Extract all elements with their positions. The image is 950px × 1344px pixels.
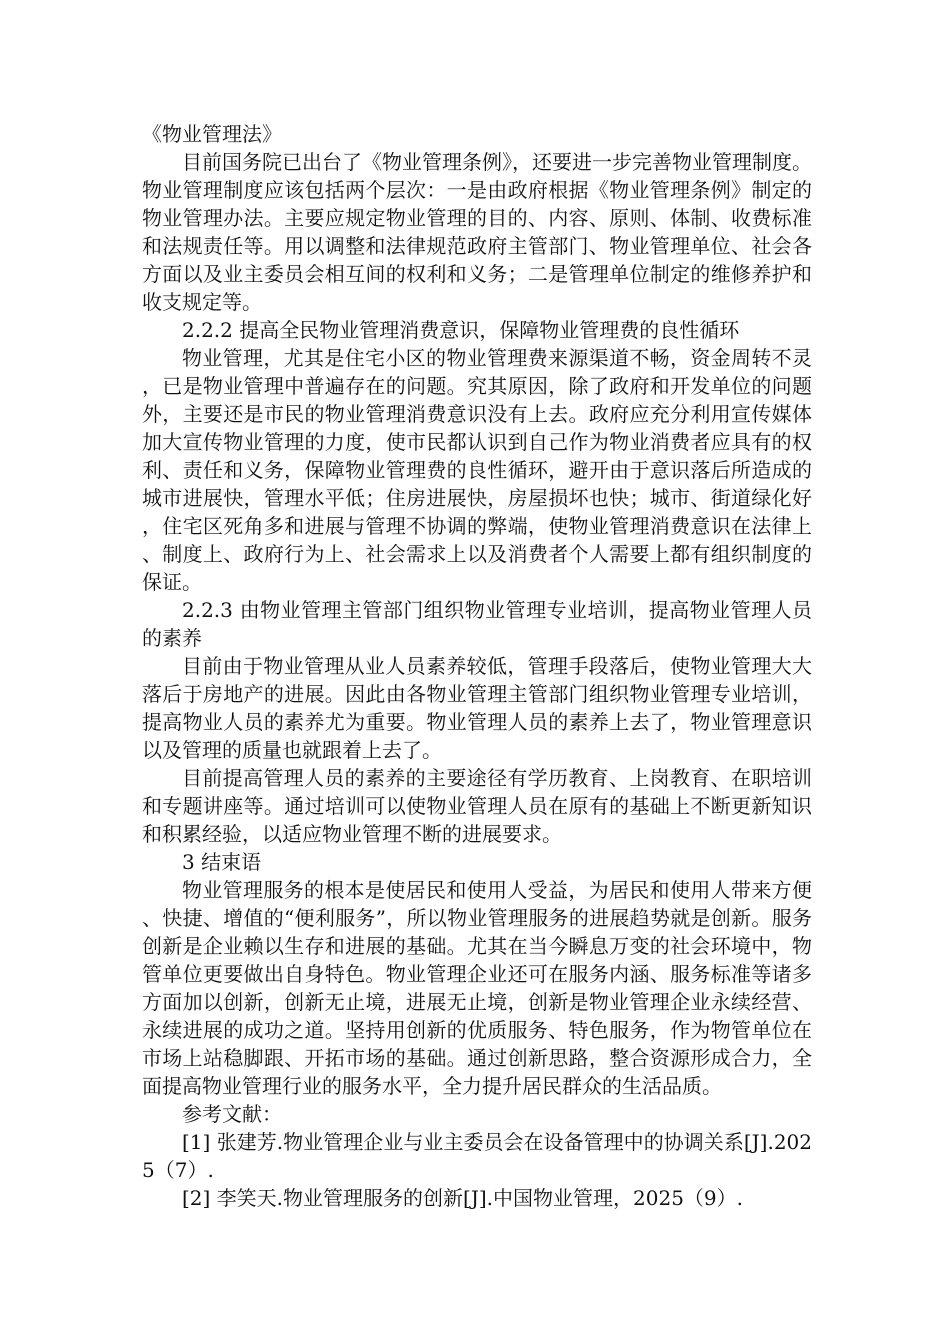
document-page [142, 120, 812, 1212]
body-paragraph: 目前国务院已出台了《物业管理条例》，还要进一步完善物业管理制度。物业管理制度应该包括两个层次：一是由政府根据《物业管理条例》制定的物业管理办法。主要应规定物业管理的目的、内容、原则、体制、收费标准和法规责任等。用以调整和法律规范政府主管部门、物业管理单位、社会各方面以及业主委员会相互间的权利和义务；二是管理单位制定的维修养护和收支规定等。 [142, 150, 812, 314]
body-paragraph: 目前提高管理人员的素养的主要途径有学历教育、上岗教育、在职培训和专题讲座等。通过培训可以使物业管理人员在原有的基础上不断更新知识和积累经验，以适应物业管理不断的进展要求。 [142, 766, 812, 846]
continued-title: 《物业管理法》 [142, 122, 282, 146]
reference-item-1: [1] 张建芳.物业管理企业与业主委员会在设备管理中的协调关系[J].2025（7）. [142, 1130, 812, 1182]
body-paragraph: 目前由于物业管理从业人员素养较低，管理手段落后，使物业管理大大落后于房地产的进展。因此由各物业管理主管部门组织物业管理专业培训，提高物业人员的素养尤为重要。物业管理人员的素养上去了，物业管理意识以及管理的质量也就跟着上去了。 [142, 654, 812, 762]
section-heading-2-2-3: 2.2.3 由物业管理主管部门组织物业管理专业培训，提高物业管理人员的素养 [142, 598, 812, 650]
body-paragraph: 物业管理服务的根本是使居民和使用人受益，为居民和使用人带来方便、快捷、增值的“便利服务”，所以物业管理服务的进展趋势就是创新。服务创新是企业赖以生存和进展的基础。尤其在当今瞬息万变的社会环境中，物管单位更要做出自身特色。物业管理企业还可在服务内涵、服务标准等诸多方面加以创新，创新无止境，进展无止境，创新是物业管理企业永续经营、永续进展的成功之道。坚持用创新的优质服务、特色服务，作为物管单位在市场上站稳脚跟、开拓市场的基础。通过创新思路，整合资源形成合力，全面提高物业管理行业的服务水平，全力提升居民群众的生活品质。 [142, 878, 812, 1098]
section-heading-2-2-2: 2.2.2 提高全民物业管理消费意识，保障物业管理费的良性循环 [182, 318, 740, 342]
section-heading-3: 3 结束语 [182, 850, 262, 874]
references-heading: 参考文献： [182, 1102, 282, 1126]
reference-item-2: [2] 李笑天.物业管理服务的创新[J].中国物业管理，2025（9）. [182, 1186, 744, 1210]
body-paragraph: 物业管理，尤其是住宅小区的物业管理费来源渠道不畅，资金周转不灵，已是物业管理中普遍存在的问题。究其原因，除了政府和开发单位的问题外，主要还是市民的物业管理消费意识没有上去。政府应充分利用宣传媒体加大宣传物业管理的力度，使市民都认识到自己作为物业消费者应具有的权利、责任和义务，保障物业管理费的良性循环，避开由于意识落后所造成的城市进展快，管理水平低；住房进展快，房屋损坏也快；城市、街道绿化好，住宅区死角多和进展与管理不协调的弊端，使物业管理消费意识在法律上、制度上、政府行为上、社会需求上以及消费者个人需要上都有组织制度的保证。 [142, 346, 812, 594]
